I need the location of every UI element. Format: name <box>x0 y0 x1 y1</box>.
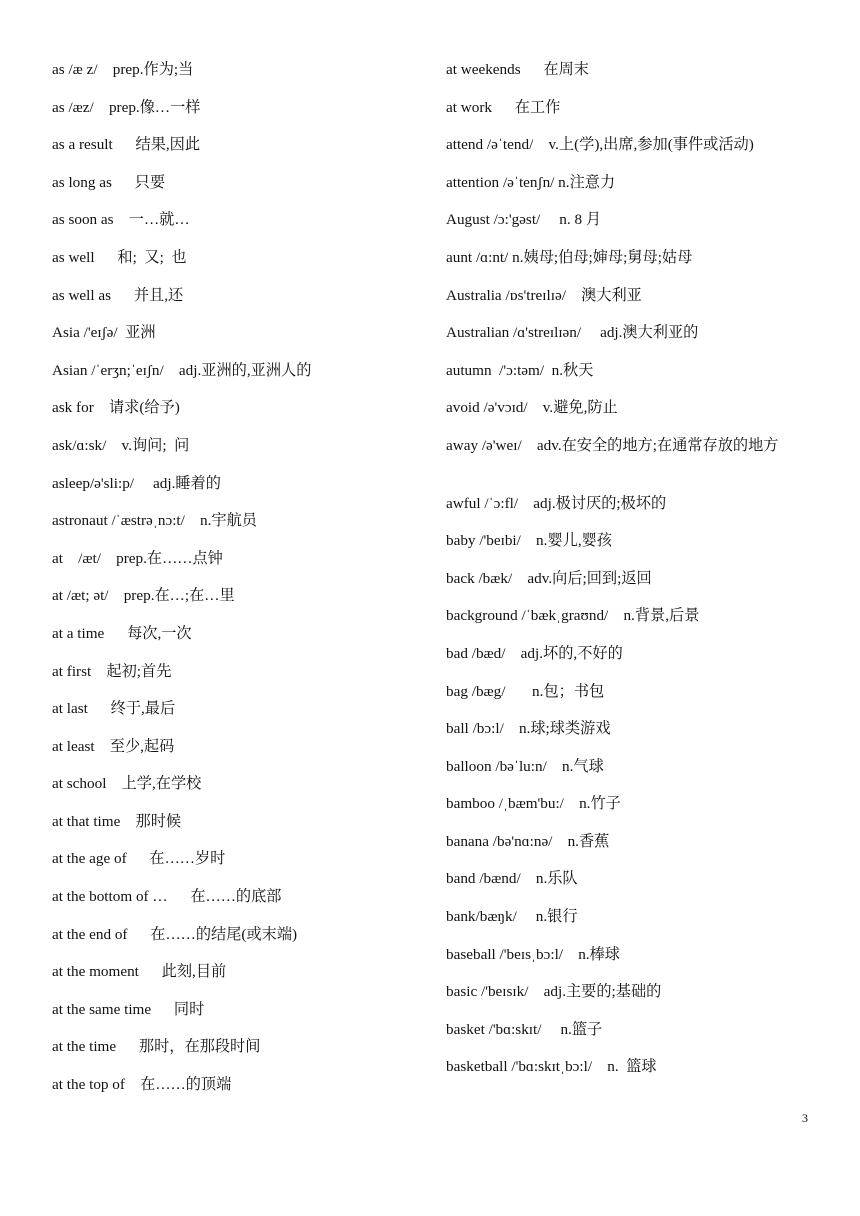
vocab-entry: at weekends 在周末 <box>446 61 589 78</box>
vocab-entry: as /æ z/ prep.作为;当 <box>52 61 194 78</box>
vocab-entry: away /ə'weɪ/ adv.在安全的地方;在通常存放的地方 <box>446 436 779 454</box>
vocab-entry: at first 起初;首先 <box>52 662 172 680</box>
vocab-entry: at least 至少,起码 <box>52 737 175 755</box>
vocab-entry: Asian /ˈerʒn;ˈeɪʃn/ adj.亚洲的,亚洲人的 <box>52 361 312 379</box>
left-column <box>52 60 422 1113</box>
vocab-entry: at that time 那时候 <box>52 812 182 830</box>
vocab-entry: bag /bæg/ n.包；书包 <box>446 682 605 700</box>
right-column <box>446 60 816 1095</box>
vocab-entry: Australian /ɑ'streɪlɪən/ adj.澳大利亚的 <box>446 324 699 342</box>
vocab-entry: at a time 每次,一次 <box>52 624 192 642</box>
vocab-entry: at the same time 同时 <box>52 1000 205 1018</box>
vocab-entry: basic /'beɪsɪk/ adj.主要的;基础的 <box>446 983 662 1001</box>
vocab-entry: band /bænd/ n.乐队 <box>446 870 578 888</box>
vocab-entry: ask/ɑ:sk/ v.询问; 问 <box>52 436 190 454</box>
vocab-entry: at last 终于,最后 <box>52 700 176 718</box>
vocab-entry: bank/bæŋk/ n.银行 <box>446 908 578 926</box>
vocab-entry: as /æz/ prep.像…一样 <box>52 98 201 116</box>
vocab-entry: autumn /'ɔ:təm/ n.秋天 <box>446 361 594 379</box>
vocab-entry: at the bottom of … 在……的底部 <box>52 888 282 906</box>
vocab-entry: basketball /'bɑ:skɪtˌbɔ:l/ n. 篮球 <box>446 1058 657 1076</box>
vocab-entry: ask for 请求(给予) <box>52 399 180 417</box>
vocab-entry: as a result 结果,因此 <box>52 136 201 154</box>
vocab-entry: baseball /'beɪsˌbɔ:l/ n.棒球 <box>446 945 620 963</box>
vocab-entry: awful /ˈɔ:fl/ adj.极讨厌的;极坏的 <box>446 494 667 512</box>
vocab-entry: ball /bɔ:l/ n.球;球类游戏 <box>446 720 611 738</box>
vocab-entry: at /æt; ət/ prep.在…;在…里 <box>52 587 235 605</box>
vocab-entry: as well 和; 又; 也 <box>52 248 187 266</box>
vocab-entry: at the top of 在……的顶端 <box>52 1076 232 1094</box>
vocab-entry: August /ɔ:'gəst/ n. 8 月 <box>446 211 602 229</box>
vocab-entry: back /bæk/ adv.向后;回到;返回 <box>446 569 652 587</box>
vocab-entry: at work 在工作 <box>446 98 561 116</box>
vocab-entry: attention /əˈtenʃn/ n.注意力 <box>446 173 616 191</box>
vocab-entry: as long as 只要 <box>52 173 166 191</box>
vocab-entry: balloon /bəˈlu:n/ n.气球 <box>446 757 604 775</box>
vocab-entry: at the time 那时，在那段时间 <box>52 1038 261 1056</box>
vocab-entry: baby /'beɪbi/ n.婴儿,婴孩 <box>446 532 612 550</box>
vocab-entry: background /ˈbækˌgraʊnd/ n.背景,后景 <box>446 607 700 625</box>
vocab-entry: basket /'bɑ:skɪt/ n.篮子 <box>446 1020 603 1038</box>
vocab-entry: at the age of 在……岁时 <box>52 850 226 868</box>
vocab-entry: at school 上学,在学校 <box>52 775 202 793</box>
vocab-entry: Australia /ɒs'treɪlɪə/ 澳大利亚 <box>446 286 642 304</box>
vocab-entry: as soon as 一…就… <box>52 211 190 229</box>
vocab-entry: attend /əˈtend/ v.上(学),出席,参加(事件或活动) <box>446 136 754 154</box>
vocab-entry: astronaut /ˈæstrəˌnɔ:t/ n.宇航员 <box>52 512 257 530</box>
vocab-entry: avoid /ə'vɔɪd/ v.避免,防止 <box>446 399 618 417</box>
vocab-entry: at /æt/ prep.在……点钟 <box>52 549 223 567</box>
vocab-entry: as well as 并且,还 <box>52 286 184 304</box>
vocab-entry: bad /bæd/ adj.坏的,不好的 <box>446 644 623 662</box>
vocab-entry: at the moment 此刻,目前 <box>52 963 227 981</box>
vocab-entry: aunt /ɑ:nt/ n.姨母;伯母;婶母;舅母;姑母 <box>446 248 693 266</box>
vocab-entry: at the end of 在……的结尾(或末端) <box>52 925 298 943</box>
vocab-entry: Asia /'eɪʃə/ 亚洲 <box>52 324 156 342</box>
page-number: 3 <box>802 1111 808 1125</box>
vocab-entry: asleep/ə'sli:p/ adj.睡着的 <box>52 474 221 492</box>
vocab-entry: banana /bə'nɑ:nə/ n.香蕉 <box>446 832 610 850</box>
vocab-entry: bamboo /ˌbæm'bu:/ n.竹子 <box>446 795 621 813</box>
